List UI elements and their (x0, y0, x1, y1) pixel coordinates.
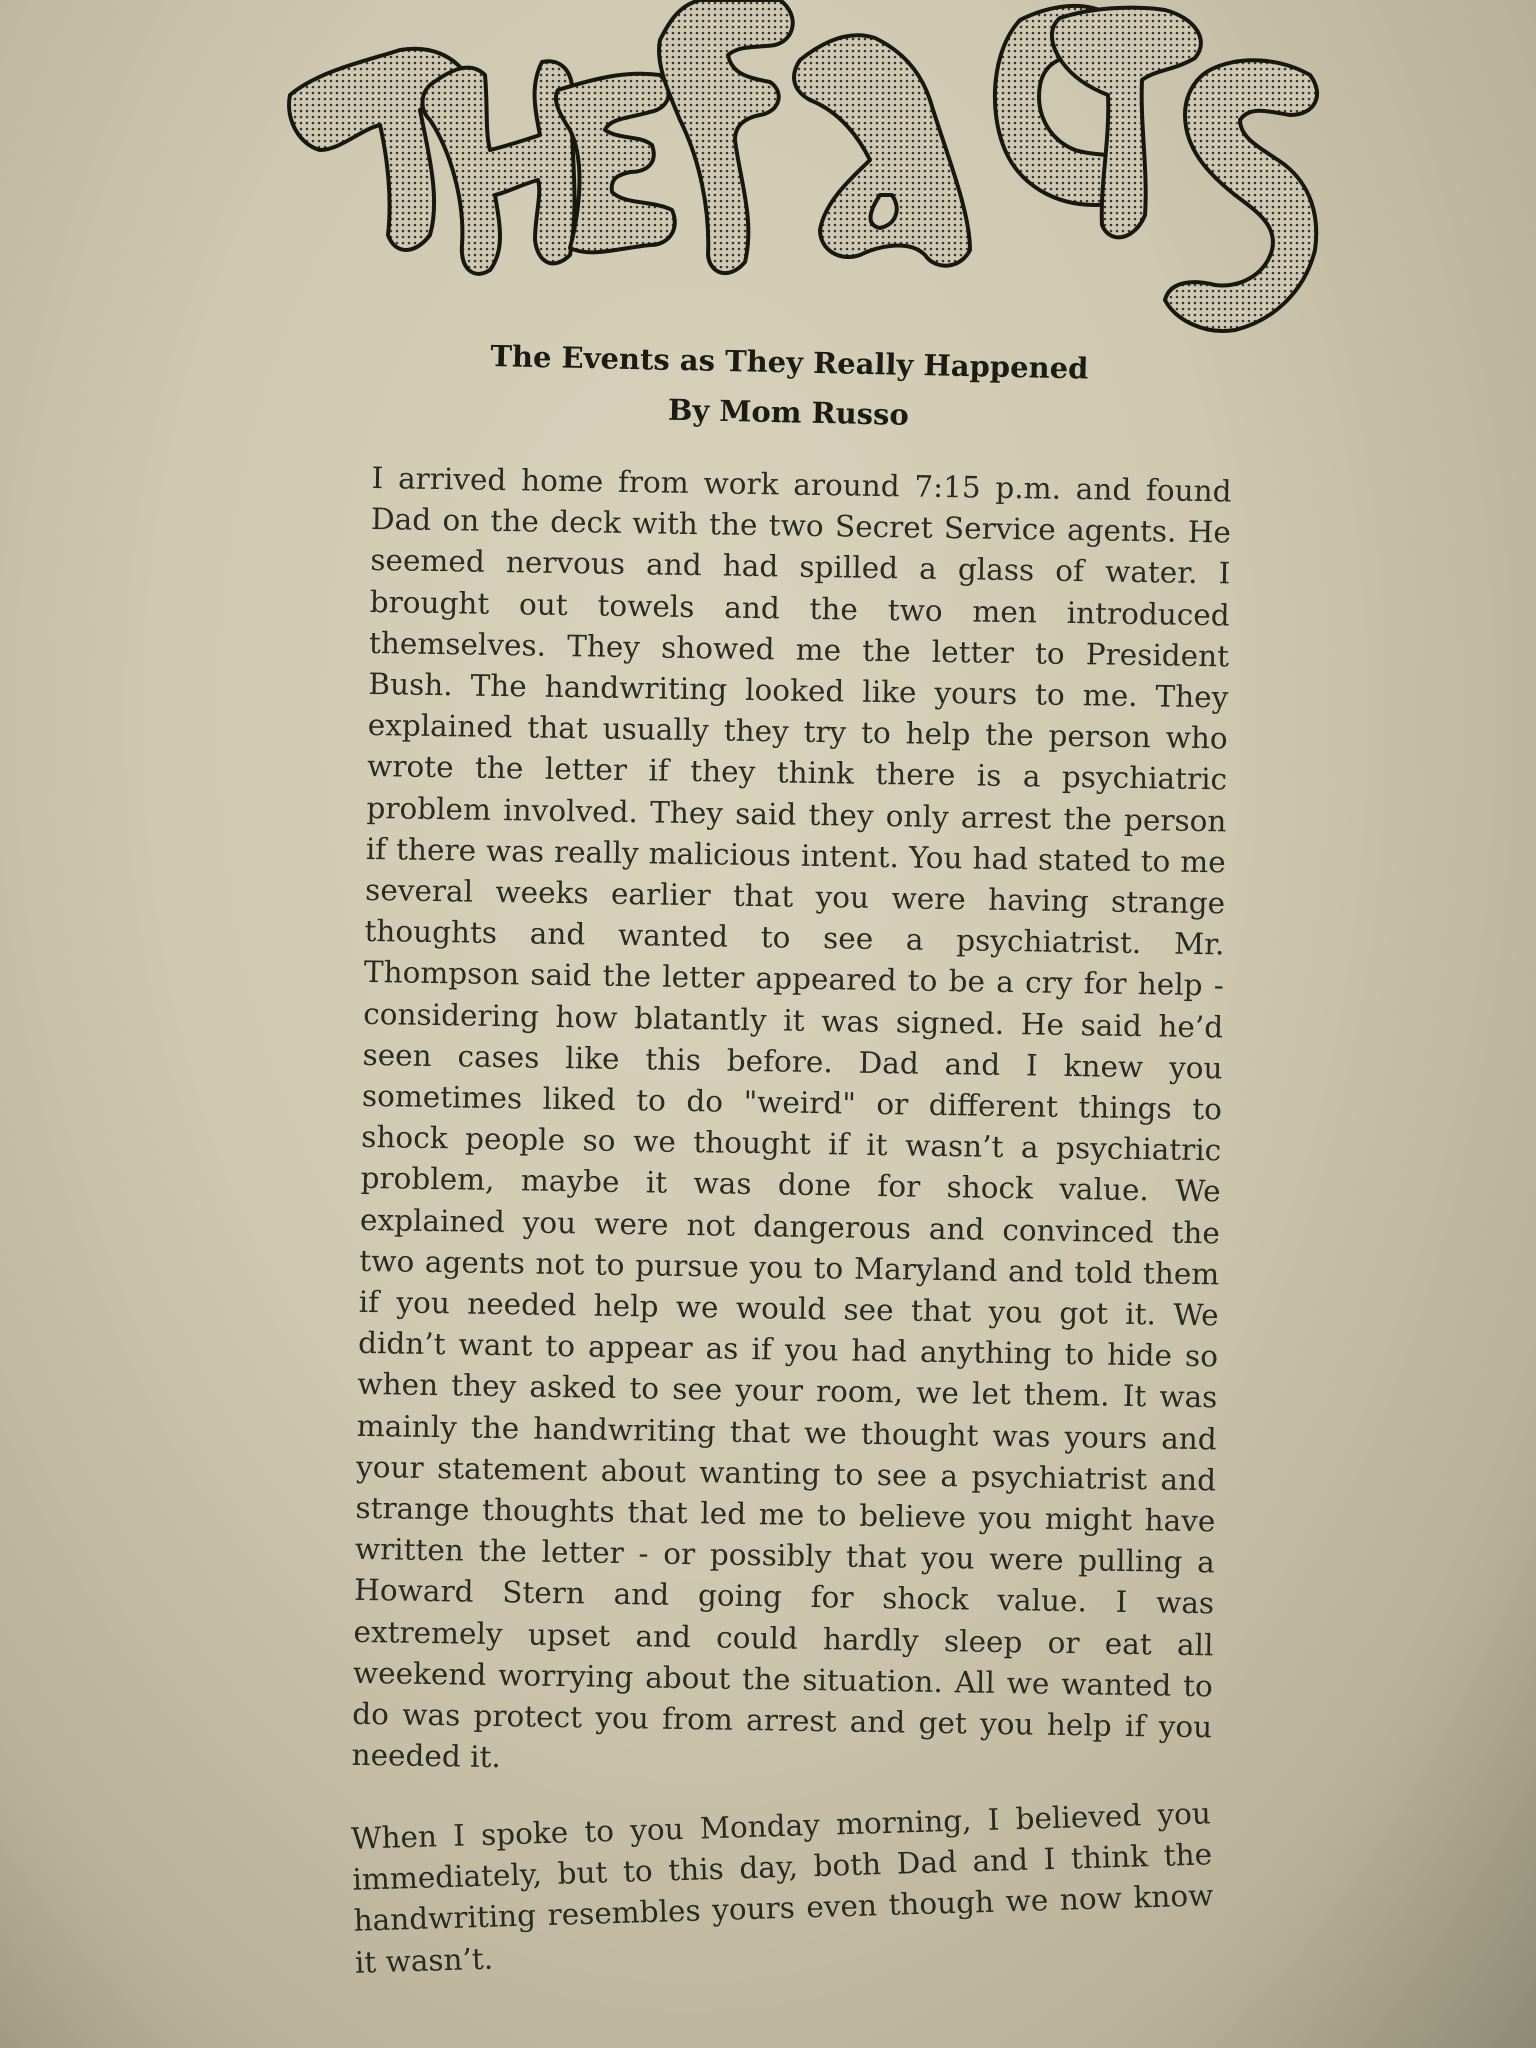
article-paragraph: I arrived home from work around 7:15 p.m. and found Dad on the deck with the two Secret Service agents. He seemed nervous and had spilled a glass of water. I brought out towels and the two men introduced themselves. They showed me the letter to President Bush. The handwriting looked like yours to me. They explained that usually they try to help the person who wrote the letter if they think there is a psychiatric problem involved. They said they only arrest the person if there was really malicious intent. You had stated to me several weeks earlier that you were having strange thoughts and wanted to see a psychiatrist. Mr. Thompson said the letter appeared to be a cry for help - considering how blatantly it was signed. He said he’d seen cases like this before. Dad and I knew you sometimes liked to do "weird" or different things to shock people so we thought if it wasn’t a psychiatric problem, maybe it was done for shock value. We explained you were not dangerous and convinced the two agents not to pursue you to Maryland and told them if you needed help we would see that you got it. We didn’t want to appear as if you had anything to hide so when they asked to see your room, we let them. It was mainly the handwriting that we thought was yours and your statement about wanting to see a psychiatrist and strange thoughts that led me to believe you might have written the letter - or possibly that you were pulling a Howard Stern and going for shock value. I was extremely upset and could hardly sleep or eat all weekend worrying about the situation. All we wanted to do was protect you from arrest and get you help if you needed it. (351, 460, 1232, 1775)
article-subtitle: The Events as They Really Happened (490, 339, 1089, 386)
article-header (438, 330, 1140, 445)
article-paragraph: When I spoke to you Monday morning, I believed you immediately, but to this day, both Dad and I think the handwriting resembles yours even though we now know it wasn’t. (350, 1795, 1214, 1979)
article-byline: By Mom Russo (667, 392, 910, 432)
article-body (347, 458, 1232, 2039)
